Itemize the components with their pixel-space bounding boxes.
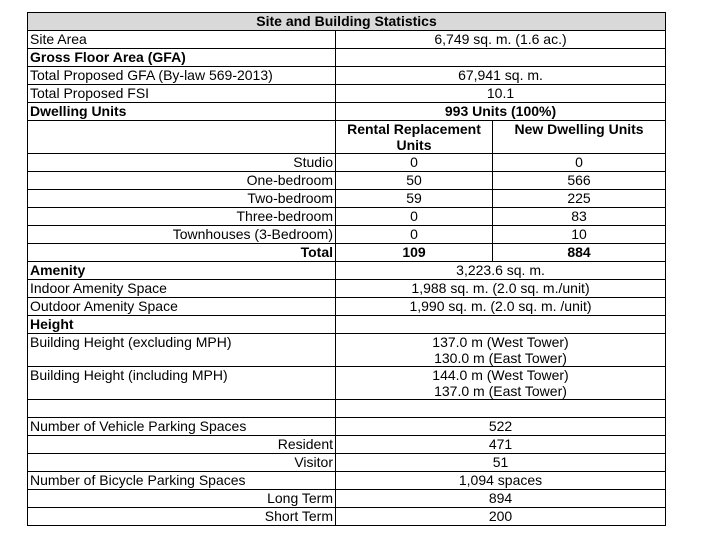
rental-count: 0 [336,208,493,226]
height-excluding-row [28,334,666,367]
fsi-label: Total Proposed FSI [28,85,336,103]
west-tower-height: 137.0 m (West Tower) [432,334,569,350]
site-area-value: 6,749 sq. m. (1.6 ac.) [336,31,666,49]
vehicle-parking-row [28,418,666,436]
height-including-value [336,367,666,400]
long-term-bicycle-row [28,490,666,508]
dwelling-total-value: 993 Units (100%) [336,103,666,121]
bicycle-parking-label: Number of Bicycle Parking Spaces [28,472,336,490]
east-tower-height: 130.0 m (East Tower) [434,350,567,366]
long-term-bicycle-label: Long Term [28,490,336,508]
new-count: 225 [493,190,666,208]
new-total: 884 [493,244,666,262]
rental-count: 59 [336,190,493,208]
unit-type-label: One-bedroom [28,172,336,190]
long-term-bicycle-value: 894 [336,490,666,508]
dwelling-column-header-row [28,121,666,154]
dwelling-row [28,208,666,226]
table-title: Site and Building Statistics [28,13,666,31]
gfa-total-value: 67,941 sq. m. [336,67,666,85]
outdoor-amenity-row [28,298,666,316]
site-statistics-table [27,12,666,526]
resident-parking-label: Resident [28,436,336,454]
new-count: 10 [493,226,666,244]
gfa-total-label: Total Proposed GFA (By-law 569-2013) [28,67,336,85]
site-area-label: Site Area [28,31,336,49]
amenity-heading: Amenity [28,262,336,280]
indoor-amenity-row [28,280,666,298]
dwelling-row [28,226,666,244]
bicycle-parking-value: 1,094 spaces [336,472,666,490]
dwelling-row [28,172,666,190]
amenity-heading-row [28,262,666,280]
amenity-total-value: 3,223.6 sq. m. [336,262,666,280]
east-tower-height: 137.0 m (East Tower) [434,383,567,399]
visitor-parking-row [28,454,666,472]
fsi-row [28,85,666,103]
dwelling-heading-row [28,103,666,121]
height-heading: Height [28,316,336,334]
rental-count: 0 [336,154,493,172]
height-including-label: Building Height (including MPH) [28,367,336,400]
dwelling-header-blank [28,121,336,154]
gfa-heading-row [28,49,666,67]
table-title-row [28,13,666,31]
dwelling-heading: Dwelling Units [28,103,336,121]
resident-parking-value: 471 [336,436,666,454]
visitor-parking-label: Visitor [28,454,336,472]
west-tower-height: 144.0 m (West Tower) [432,367,569,383]
spacer-cell [336,400,666,418]
height-including-row [28,367,666,400]
short-term-bicycle-value: 200 [336,508,666,526]
unit-type-label: Townhouses (3-Bedroom) [28,226,336,244]
resident-parking-row [28,436,666,454]
dwelling-row [28,154,666,172]
col-new-dwelling: New Dwelling Units [493,121,666,154]
spacer-row [28,400,666,418]
height-excluding-label: Building Height (excluding MPH) [28,334,336,367]
outdoor-amenity-label: Outdoor Amenity Space [28,298,336,316]
vehicle-parking-label: Number of Vehicle Parking Spaces [28,418,336,436]
short-term-bicycle-label: Short Term [28,508,336,526]
rental-count: 50 [336,172,493,190]
unit-type-label: Three-bedroom [28,208,336,226]
dwelling-total-row [28,244,666,262]
fsi-value: 10.1 [336,85,666,103]
col-rental-replacement: Rental Replacement Units [336,121,493,154]
site-area-row [28,31,666,49]
dwelling-total-label: Total [28,244,336,262]
unit-type-label: Two-bedroom [28,190,336,208]
short-term-bicycle-row [28,508,666,526]
new-count: 83 [493,208,666,226]
indoor-amenity-label: Indoor Amenity Space [28,280,336,298]
unit-type-label: Studio [28,154,336,172]
bicycle-parking-row [28,472,666,490]
height-excluding-value [336,334,666,367]
vehicle-parking-value: 522 [336,418,666,436]
outdoor-amenity-value: 1,990 sq. m. (2.0 sq. m. /unit) [336,298,666,316]
gfa-heading: Gross Floor Area (GFA) [28,49,336,67]
height-heading-value [336,316,666,334]
dwelling-row [28,190,666,208]
gfa-total-row [28,67,666,85]
spacer-cell [28,400,336,418]
visitor-parking-value: 51 [336,454,666,472]
height-heading-row [28,316,666,334]
new-count: 0 [493,154,666,172]
rental-count: 0 [336,226,493,244]
rental-total: 109 [336,244,493,262]
new-count: 566 [493,172,666,190]
indoor-amenity-value: 1,988 sq. m. (2.0 sq. m./unit) [336,280,666,298]
gfa-heading-value [336,49,666,67]
